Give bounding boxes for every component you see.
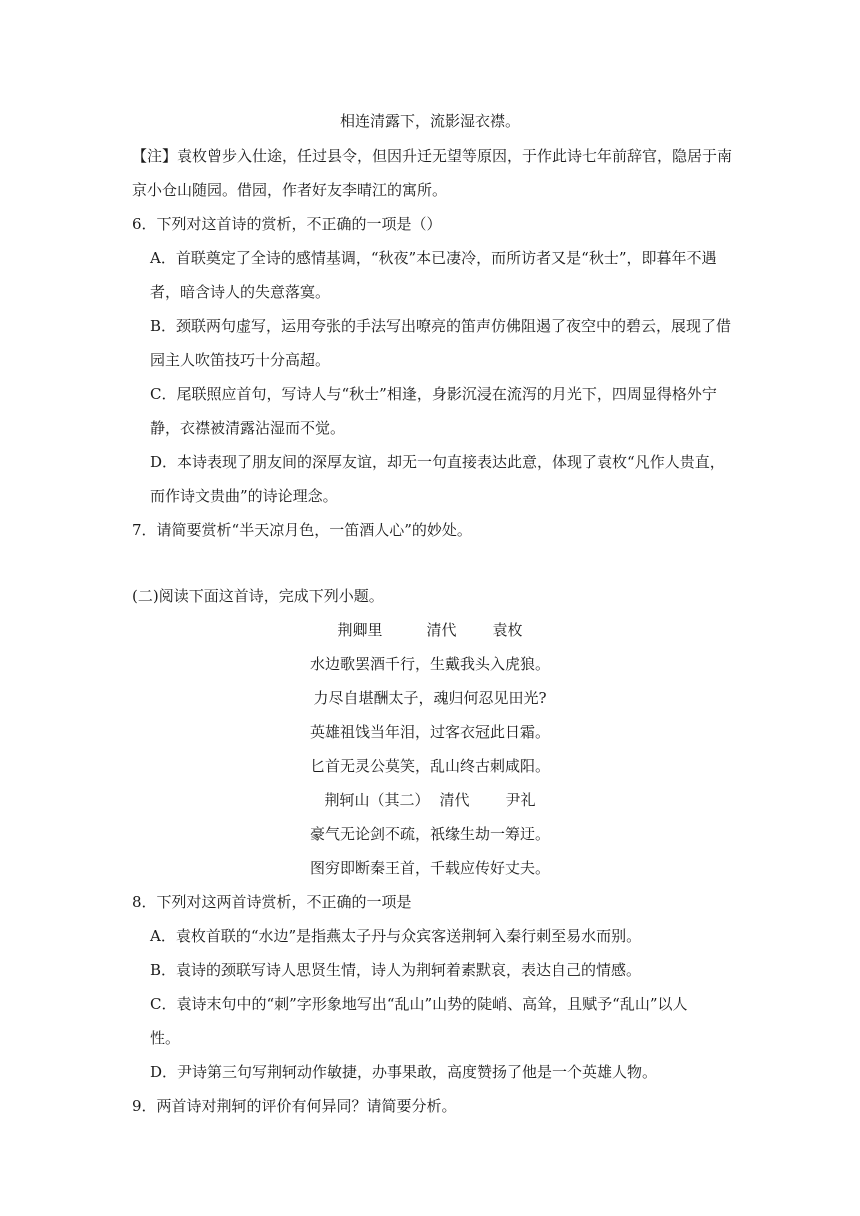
q6-option-a-line-1: A．首联奠定了全诗的感情基调，“秋夜”本已凄冷，而所访者又是“秋士”，即暮年不遇 <box>150 249 717 267</box>
q8-option-c-line-2: 性。 <box>150 1029 181 1047</box>
poem3-line-2: 图穷即断秦王首，千载应传好丈夫。 <box>309 859 550 877</box>
q8-option-a: A．袁枚首联的“水边”是指燕太子丹与众宾客送荆轲入秦行刺至易水而别。 <box>150 927 642 945</box>
question-8-stem: 8．下列对这两首诗赏析，不正确的一项是 <box>132 893 412 911</box>
poem2-line-4: 匕首无灵公莫笑，乱山终古刺咸阳。 <box>309 757 550 775</box>
poem3-dynasty: 清代 <box>439 791 470 809</box>
poem2-line-1: 水边歌罢酒千行，生戴我头入虎狼。 <box>309 655 550 673</box>
poem2-title: 荆卿里 <box>337 621 383 639</box>
q8-option-d: D．尹诗第三句写荆轲动作敏捷，办事果敢，高度赞扬了他是一个英雄人物。 <box>150 1063 658 1081</box>
q6-option-d-line-1: D．本诗表现了朋友间的深厚友谊，却无一句直接表达此意，体现了袁枚“凡作人贵直， <box>150 453 725 471</box>
note-line-2: 京小仓山随园。借园，作者好友李晴江的寓所。 <box>132 181 448 199</box>
poem3-title: 荆轲山（其二） <box>324 791 430 809</box>
q6-option-b-line-2: 园主人吹笛技巧十分高超。 <box>150 351 331 369</box>
poem3-line-1: 豪气无论剑不疏，祇缘生劫一筹迂。 <box>309 825 550 843</box>
q6-option-c-line-1: C．尾联照应首句，写诗人与“秋士”相逢，身影沉浸在流泻的月光下，四周显得格外宁 <box>150 385 717 403</box>
poem2-line-2: 力尽自堪酬太子，魂归何忍见田光? <box>313 689 547 707</box>
q8-option-c-line-1: C．袁诗末句中的“刺”字形象地写出“乱山”山势的陡峭、高耸，且赋予“乱山”以人 <box>150 995 688 1013</box>
question-9: 9．两首诗对荆轲的评价有何异同？请简要分析。 <box>132 1097 457 1115</box>
question-6-stem: 6．下列对这首诗的赏析，不正确的一项是（） <box>132 215 442 233</box>
q8-option-b: B．袁诗的颈联写诗人思贤生情，诗人为荆轲着素默哀，表达自己的情感。 <box>150 961 642 979</box>
poem2-heading <box>0 620 860 640</box>
poem3-author: 尹礼 <box>505 791 536 809</box>
q6-option-d-line-2: 而作诗文贵曲”的诗论理念。 <box>150 487 338 505</box>
poem2-author: 袁枚 <box>492 621 523 639</box>
poem2-dynasty: 清代 <box>426 621 457 639</box>
poem3-heading <box>0 790 860 810</box>
section-2-heading: (二)阅读下面这首诗，完成下列小题。 <box>132 587 384 605</box>
q6-option-c-line-2: 静，衣襟被清露沾湿而不觉。 <box>150 419 346 437</box>
q6-option-a-line-2: 者，暗含诗人的失意落寞。 <box>150 283 331 301</box>
question-7: 7．请简要赏析“半天凉月色，一笛酒人心”的妙处。 <box>132 521 472 539</box>
poem2-line-3: 英雄祖饯当年泪，过客衣冠此日霜。 <box>309 723 550 741</box>
q6-option-b-line-1: B．颈联两句虚写，运用夸张的手法写出嘹亮的笛声仿佛阻遏了夜空中的碧云，展现了借 <box>150 317 732 335</box>
poem1-last-line: 相连清露下，流影湿衣襟。 <box>339 112 520 130</box>
note-line-1: 【注】袁枚曾步入仕途，任过县令，但因升迁无望等原因，于作此诗七年前辞官，隐居于南 <box>132 147 733 165</box>
